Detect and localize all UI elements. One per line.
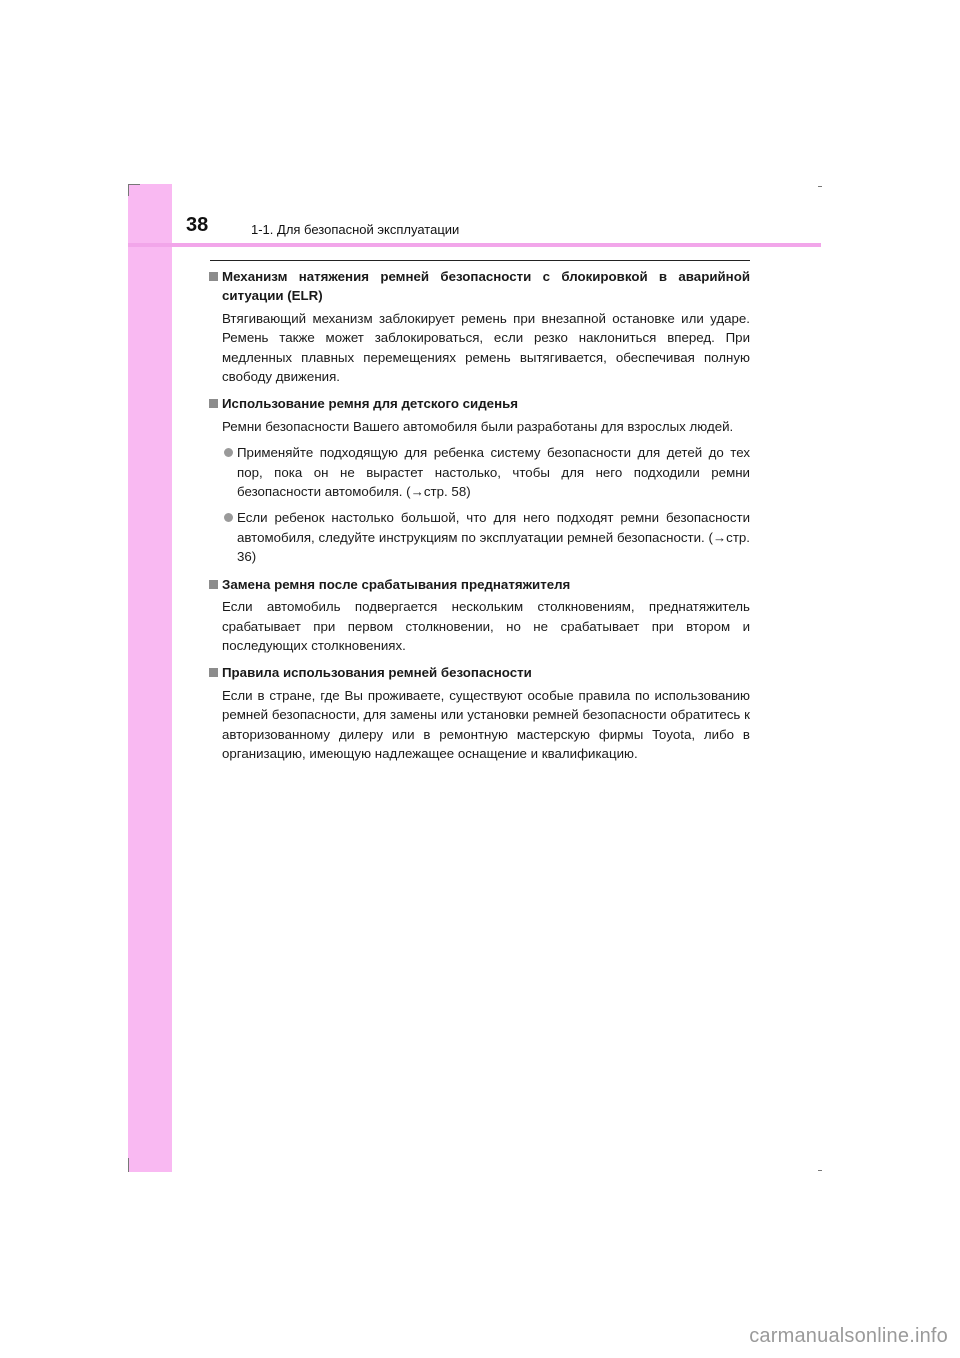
page-content: [209, 267, 750, 771]
section-heading-text: Замена ремня после срабатывания преднатяжителя: [222, 576, 571, 592]
watermark: carmanualsonline.info: [749, 1325, 948, 1347]
circle-bullet-icon: [224, 448, 233, 457]
section-heading-text: Механизм натяжения ремней безопасности с блокировкой в аварийной ситуации (ELR): [222, 269, 750, 304]
section-pretensioner: [209, 575, 750, 656]
square-bullet-icon: [209, 399, 218, 408]
square-bullet-icon: [209, 272, 218, 281]
crop-mark-top-right: [818, 186, 822, 187]
section-paragraph: Втягивающий механизм заблокирует ремень при внезапной остановке или ударе. Ремень также может заблокироваться, если резко наклониться вперед. При медленных плавных перемещениях ремень вытягивается, обеспечивая полную свободу движения.: [222, 310, 750, 385]
square-bullet-icon: [209, 668, 218, 677]
list-item-text: Если ребенок настолько большой, что для него подходят ремни безопасности автомобиля, следуйте инструкциям по эксплуатации ремней безопасности. (→стр. 36): [237, 510, 750, 565]
content-rule: [210, 260, 750, 261]
section-heading-text: Использование ремня для детского сиденья: [222, 396, 519, 412]
crop-mark-top-left-vertical: [128, 184, 129, 196]
section-heading: [209, 394, 750, 413]
section-child-seat: [209, 394, 750, 566]
crop-mark-bottom-left: [128, 1158, 129, 1172]
section-heading: [209, 663, 750, 682]
section-paragraph: Ремни безопасности Вашего автомобиля были разработаны для взрослых людей.: [222, 418, 734, 434]
section-paragraph: Если в стране, где Вы проживаете, существуют особые правила по использованию ремней безопасности, для замены или установки ремней безопасности обратитесь к авторизованному дилеру или в ремонтную мастерскую фирмы Toyota, либо в организацию, имеющую надлежащее оснащение и квалификацию.: [222, 687, 750, 761]
header-rule: [128, 243, 821, 247]
section-heading: [209, 267, 750, 306]
section-heading-text: Правила использования ремней безопасности: [222, 665, 532, 681]
section-heading: [209, 575, 750, 594]
crop-mark-bottom-right: [818, 1170, 822, 1171]
list-item: [209, 508, 750, 566]
section-rules: [209, 663, 750, 763]
section-elr: [209, 267, 750, 386]
crop-mark-top-left: [128, 184, 140, 185]
page-number: 38: [186, 214, 209, 236]
section-paragraph: Если автомобиль подвергается нескольким столкновениям, преднатяжитель срабатывает при первом столкновении, но не срабатывает при втором и последующих столкновениях.: [222, 599, 750, 653]
square-bullet-icon: [209, 580, 218, 589]
list-item: [209, 443, 750, 501]
sidebar-band: [128, 184, 172, 1172]
list-item-text: Применяйте подходящую для ребенка систему безопасности для детей до тех пор, пока он не вырастет настолько, чтобы для него подходили ремни безопасности автомобиля. (→стр. 58): [237, 445, 750, 500]
circle-bullet-icon: [224, 513, 233, 522]
section-title: 1-1. Для безопасной эксплуатации: [251, 222, 460, 237]
